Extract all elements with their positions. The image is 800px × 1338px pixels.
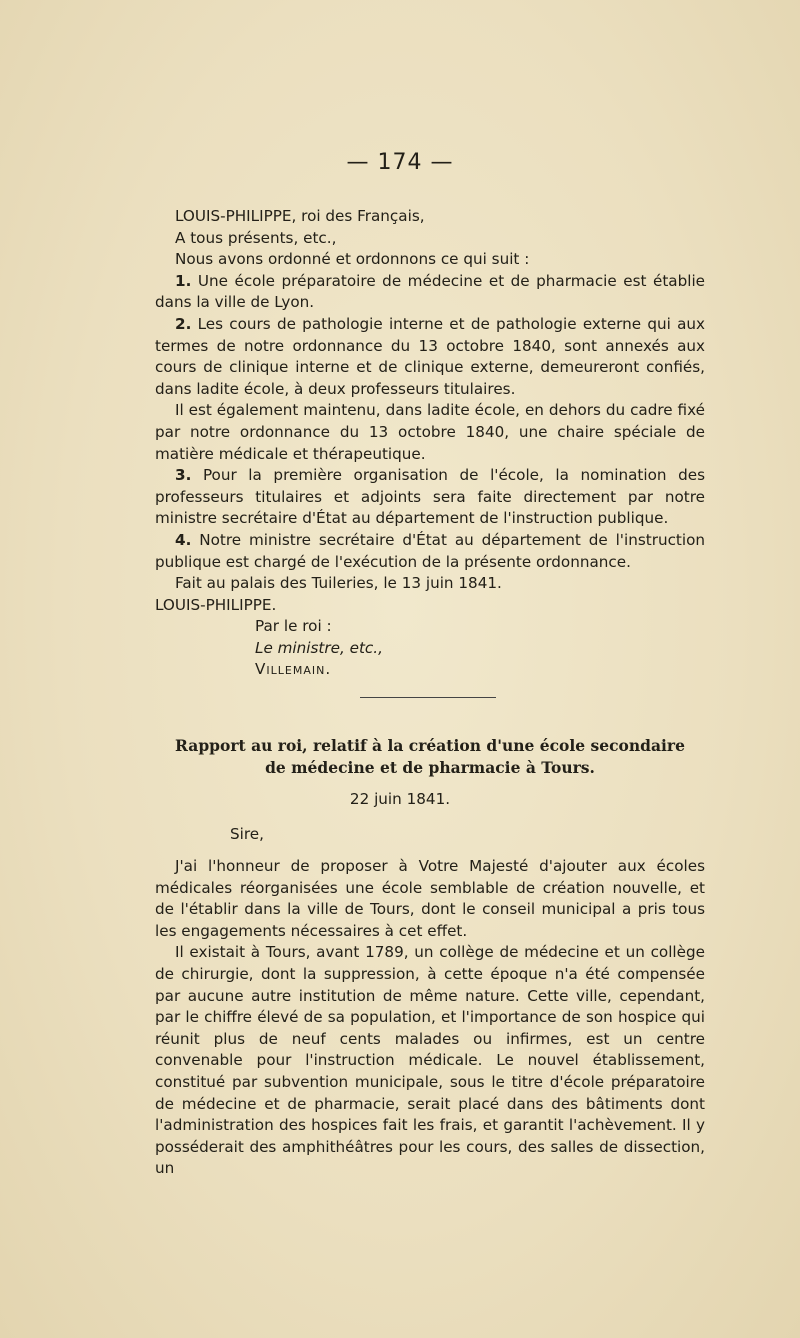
article-number: 3. <box>175 466 192 485</box>
section-divider <box>360 697 496 698</box>
king-signature: LOUIS-PHILIPPE. <box>155 595 277 614</box>
countersignature <box>255 616 705 681</box>
minister-title: Le ministre, etc., <box>255 638 383 657</box>
minister-name: Villemain. <box>255 660 332 679</box>
article-number: 1. <box>175 271 192 290</box>
article-text: Notre ministre secrétaire d'État au département de l'instruction publique est chargé de l'exécution de la présente ordonnance. <box>155 530 706 571</box>
article-text: Une école préparatoire de médecine et de pharmacie est établie dans la ville de Lyon. <box>155 271 706 312</box>
article-text: Il est également maintenu, dans ladite école, en dehors du cadre fixé par notre ordonnance du 13 octobre 1840, une chaire spéciale de matière médicale et thérapeutique. <box>155 401 705 463</box>
article-2 <box>155 314 705 400</box>
royal-ordinance <box>155 206 705 681</box>
article-4 <box>155 530 705 573</box>
article-3 <box>155 465 705 530</box>
report-date: 22 juin 1841. <box>349 790 451 808</box>
report-paragraph: J'ai l'honneur de proposer à Votre Majesté d'ajouter aux écoles médicales réorganisées une école semblable de création nouvelle, et de l'établir dans la ville de Tours, dont le conseil municipal a pris tous les engagements nécessaires à cet effet. <box>155 857 705 940</box>
report-title-line: Rapport au roi, relatif à la création d'une école secondaire <box>175 736 685 755</box>
decree-line: LOUIS-PHILIPPE, roi des Français, <box>175 207 425 225</box>
article-text: Les cours de pathologie interne et de pathologie externe qui aux termes de notre ordonnance du 13 octobre 1840, sont annexés aux cours de clinique interne et de clinique externe, demeureront confiés, dans ladite école, à deux professeurs titulaires. <box>155 314 706 398</box>
by-king: Par le roi : <box>255 617 332 636</box>
article-2-continued <box>155 400 705 465</box>
report-title <box>155 735 705 779</box>
report-body <box>155 856 705 1180</box>
done-at: Fait au palais des Tuileries, le 13 juin 1841. <box>175 574 502 593</box>
decree-line: Nous avons ordonné et ordonnons ce qui suit : <box>175 250 530 269</box>
report-title-line: de médecine et de pharmacie à Tours. <box>265 758 595 777</box>
decree-line: A tous présents, etc., <box>175 228 337 247</box>
page-number: — 174 — <box>346 150 454 175</box>
article-number: 4. <box>175 530 192 549</box>
salutation: Sire, <box>230 825 264 843</box>
report-paragraph: Il existait à Tours, avant 1789, un collège de médecine et un collège de chirurgie, dont la suppression, à cette époque n'a été compensée par aucune autre institution de même nature. Cette ville, cependant, par le chiffre élevé de sa population, et l'importance de son hospice qui réunit plus de neuf cents malades ou infirmes, est un centre convenable pour l'instruction médicale. Le nouvel établissement, constitué par subvention municipale, sous le titre d'école préparatoire de médecine et de pharmacie, serait placé dans des bâtiments dont l'administration des hospices fait les frais, et garantit l'achèvement. Il y posséderait des amphithéâtres pour les cours, des salles de dissection, un <box>155 943 705 1178</box>
article-text: Pour la première organisation de l'école, la nomination des professeurs titulaires et adjoints sera faite directement par notre ministre secrétaire d'État au département de l'instruction publique. <box>155 466 705 528</box>
article-number: 2. <box>175 314 192 333</box>
article-1 <box>155 271 705 314</box>
